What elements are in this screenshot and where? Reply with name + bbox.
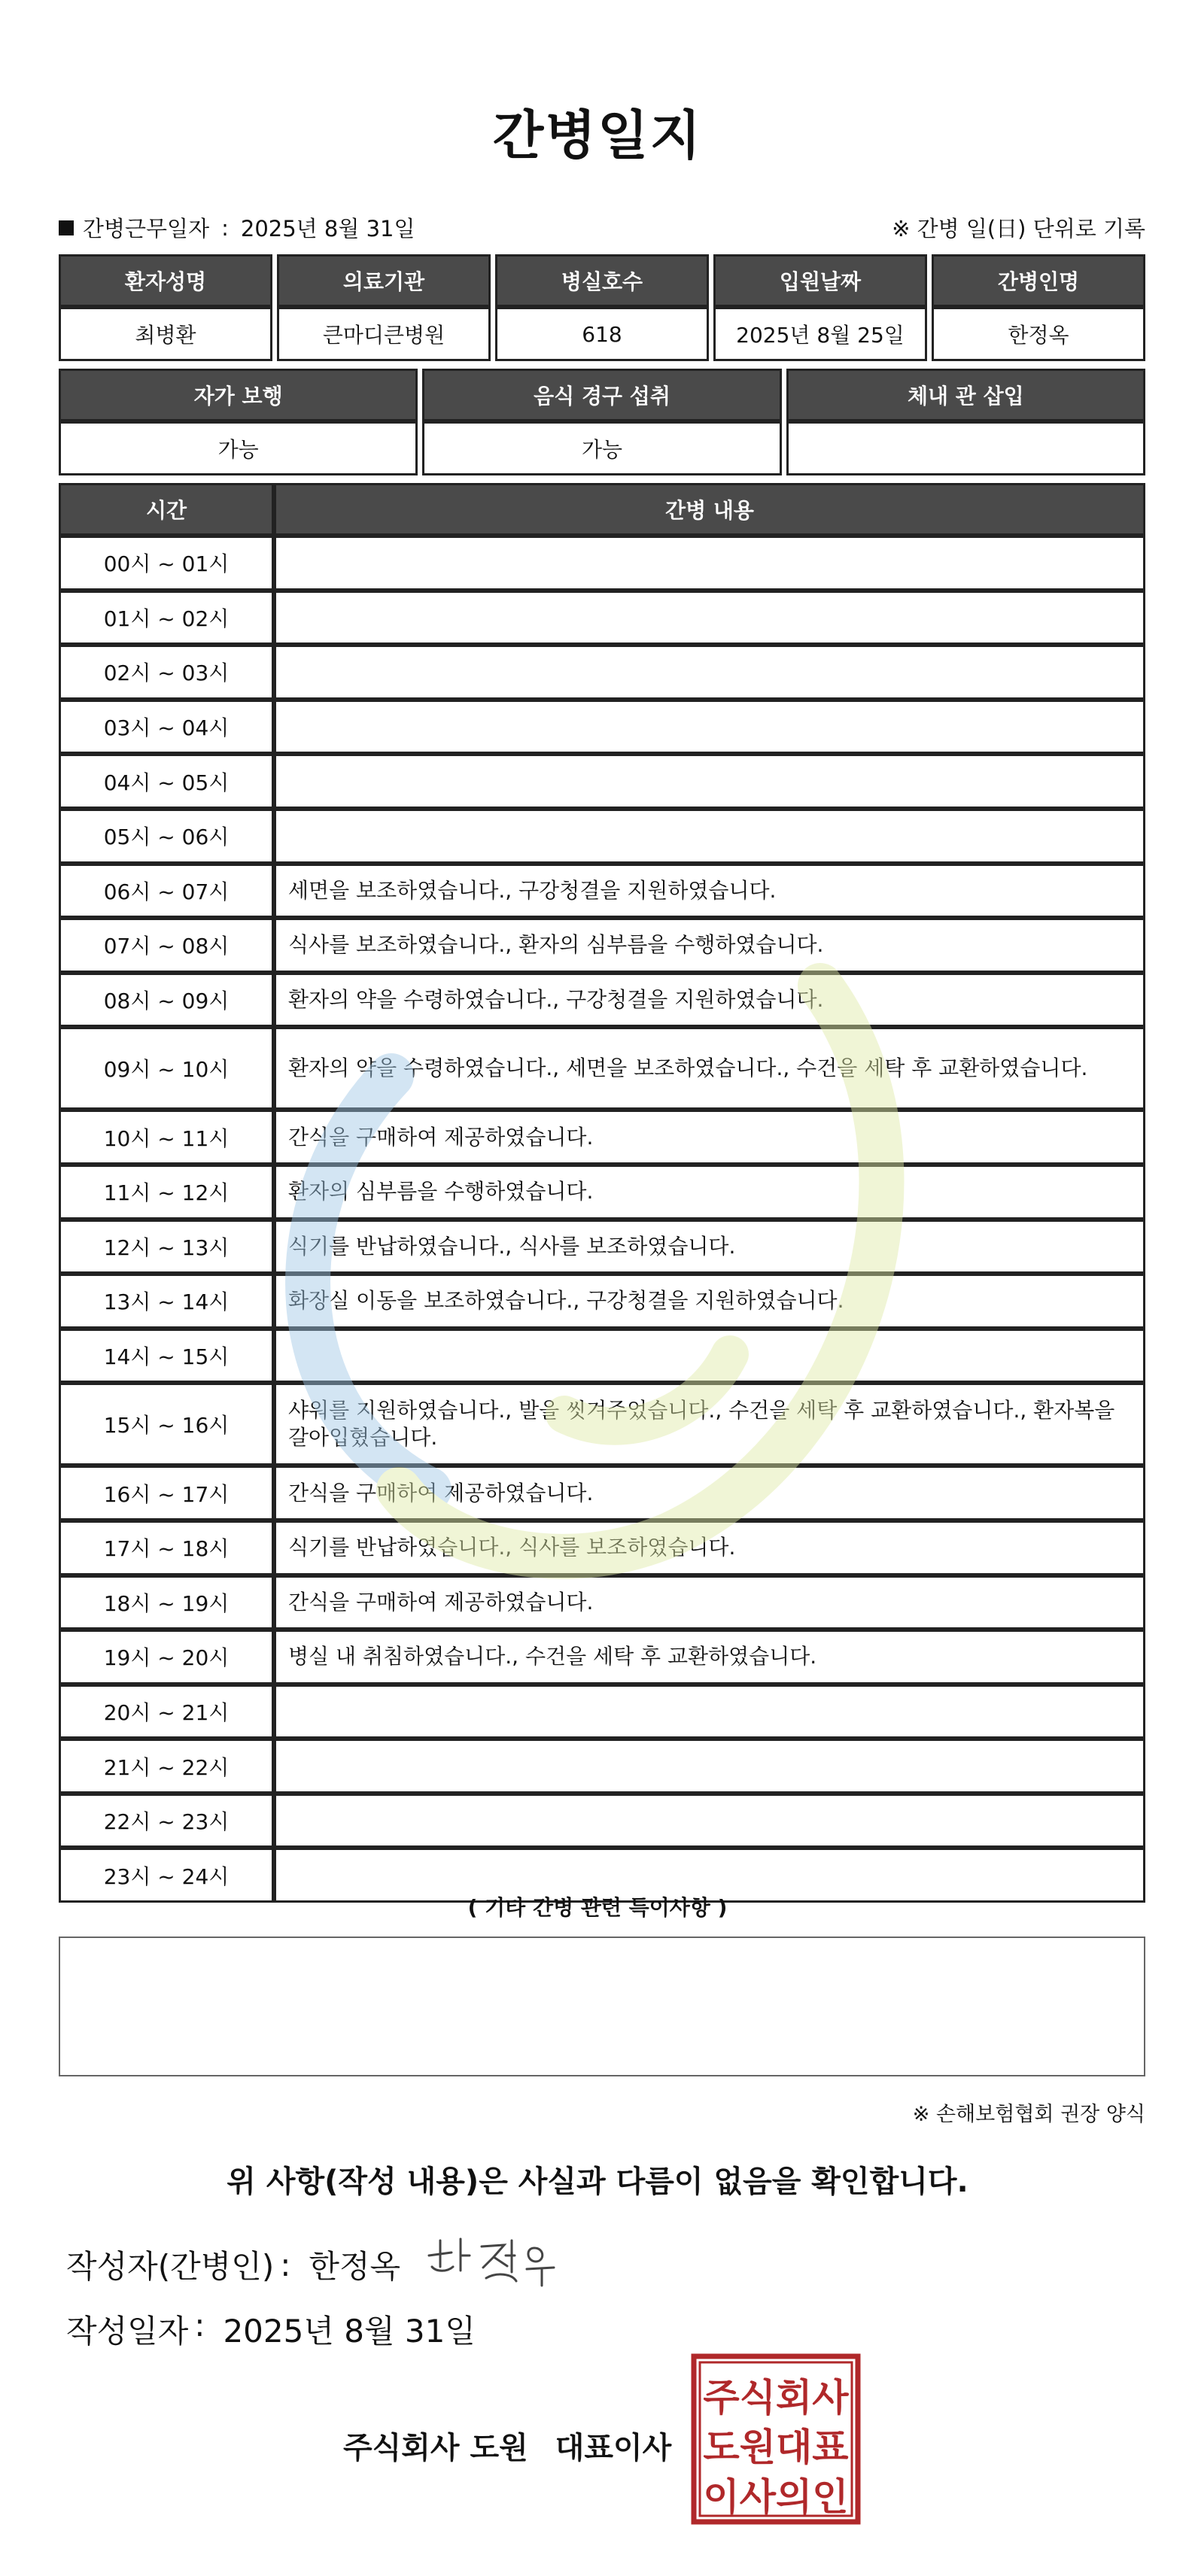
log-content: 간식을 구매하여 제공하였습니다. xyxy=(274,1110,1145,1165)
log-time: 01시 ~ 02시 xyxy=(59,591,274,646)
notes-title: ( 기타 간병 관련 특이사항 ) xyxy=(467,1895,728,1920)
patient-status-table xyxy=(54,369,1150,475)
notes-box xyxy=(59,1937,1145,2076)
log-row xyxy=(59,1329,1145,1384)
log-content: 샤워를 지원하였습니다., 발을 씻겨주었습니다., 수건을 세탁 후 교환하였습니다., 환자복을 갈아입혔습니다. xyxy=(274,1383,1145,1466)
log-row xyxy=(59,864,1145,919)
log-time: 07시 ~ 08시 xyxy=(59,918,274,973)
log-content xyxy=(274,1739,1145,1794)
log-time: 17시 ~ 18시 xyxy=(59,1520,274,1575)
header-caregiver: 간병인명 xyxy=(932,254,1145,307)
log-content: 식기를 반납하였습니다., 식사를 보조하였습니다. xyxy=(274,1220,1145,1274)
log-row xyxy=(59,1165,1145,1220)
log-content: 병실 내 취침하였습니다., 수건을 세탁 후 교환하였습니다. xyxy=(274,1630,1145,1684)
header-patient-name: 환자성명 xyxy=(59,254,272,307)
log-content: 환자의 약을 수령하였습니다., 세면을 보조하였습니다., 수건을 세탁 후 교환하였습니다. xyxy=(274,1027,1145,1110)
seal-line-1: 주식회사 xyxy=(703,2376,849,2420)
written-date-value: 2025년 8월 31일 xyxy=(223,2313,476,2350)
status-header-row xyxy=(59,369,1145,421)
log-row xyxy=(59,1466,1145,1520)
writer-sep: : xyxy=(280,2246,291,2283)
log-row xyxy=(59,1027,1145,1110)
header-time: 시간 xyxy=(59,483,274,536)
written-date-line xyxy=(66,2307,476,2352)
log-content xyxy=(274,1684,1145,1739)
log-row xyxy=(59,1220,1145,1274)
log-time: 08시 ~ 09시 xyxy=(59,973,274,1028)
log-time: 04시 ~ 05시 xyxy=(59,754,274,809)
log-row xyxy=(59,536,1145,591)
form-note: ※ 손해보험협회 권장 양식 xyxy=(912,2103,1145,2126)
hospital: 큰마디큰병원 xyxy=(277,307,491,361)
care-log-table xyxy=(59,483,1145,1903)
log-row xyxy=(59,973,1145,1028)
header-hospital: 의료기관 xyxy=(277,254,491,307)
writer-label: 작성자(간병인) xyxy=(66,2248,275,2285)
log-row xyxy=(59,1110,1145,1165)
log-time: 03시 ~ 04시 xyxy=(59,700,274,755)
log-time: 00시 ~ 01시 xyxy=(59,536,274,591)
seal-line-2: 도원대표 xyxy=(703,2426,849,2469)
log-row xyxy=(59,1739,1145,1794)
work-date-value: 2025년 8월 31일 xyxy=(240,216,415,242)
room-number: 618 xyxy=(495,307,709,361)
log-time: 23시 ~ 24시 xyxy=(59,1848,274,1903)
company-line xyxy=(343,2424,671,2467)
log-content: 환자의 약을 수령하였습니다., 구강청결을 지원하였습니다. xyxy=(274,973,1145,1028)
log-row xyxy=(59,754,1145,809)
log-content: 식사를 보조하였습니다., 환자의 심부름을 수행하였습니다. xyxy=(274,918,1145,973)
status-value-row xyxy=(59,421,1145,475)
log-content: 화장실 이동을 보조하였습니다., 구강청결을 지원하였습니다. xyxy=(274,1274,1145,1329)
log-time: 06시 ~ 07시 xyxy=(59,864,274,919)
log-time: 20시 ~ 21시 xyxy=(59,1684,274,1739)
caregiver-name: 한정옥 xyxy=(932,307,1145,361)
log-time: 16시 ~ 17시 xyxy=(59,1466,274,1520)
log-content: 환자의 심부름을 수행하였습니다. xyxy=(274,1165,1145,1220)
log-content: 세면을 보조하였습니다., 구강청결을 지원하였습니다. xyxy=(274,864,1145,919)
log-time: 22시 ~ 23시 xyxy=(59,1794,274,1848)
header-oral-intake: 음식 경구 섭취 xyxy=(422,369,781,421)
log-content xyxy=(274,754,1145,809)
log-row xyxy=(59,1520,1145,1575)
log-row xyxy=(59,1684,1145,1739)
log-time: 19시 ~ 20시 xyxy=(59,1630,274,1684)
log-content xyxy=(274,1329,1145,1384)
log-content xyxy=(274,809,1145,864)
log-row xyxy=(59,1575,1145,1630)
log-row xyxy=(59,645,1145,700)
written-date-label: 작성일자 xyxy=(66,2313,189,2350)
writer-line xyxy=(66,2242,400,2287)
log-content xyxy=(274,591,1145,646)
log-content xyxy=(274,536,1145,591)
log-time: 14시 ~ 15시 xyxy=(59,1329,274,1384)
company-seal-icon xyxy=(691,2353,861,2525)
log-time: 18시 ~ 19시 xyxy=(59,1575,274,1630)
confirm-statement: 위 사항(작성 내용)은 사실과 다름이 없음을 확인합니다. xyxy=(227,2164,968,2199)
log-row xyxy=(59,700,1145,755)
log-row xyxy=(59,1383,1145,1466)
log-header-row xyxy=(59,483,1145,536)
log-time: 09시 ~ 10시 xyxy=(59,1027,274,1110)
log-time: 15시 ~ 16시 xyxy=(59,1383,274,1466)
meta-row xyxy=(59,212,1145,242)
log-time: 05시 ~ 06시 xyxy=(59,809,274,864)
tube-value xyxy=(786,421,1145,475)
log-body xyxy=(59,536,1145,1903)
patient-info-table xyxy=(54,254,1150,361)
log-content: 간식을 구매하여 제공하였습니다. xyxy=(274,1575,1145,1630)
log-content xyxy=(274,700,1145,755)
unit-note: ※ 간병 일(日) 단위로 기록 xyxy=(892,216,1145,242)
oral-intake-value: 가능 xyxy=(422,421,781,475)
seal-line-3: 이사의인 xyxy=(703,2475,849,2519)
log-time: 10시 ~ 11시 xyxy=(59,1110,274,1165)
company-name: 주식회사 도원 xyxy=(343,2431,528,2465)
log-time: 13시 ~ 14시 xyxy=(59,1274,274,1329)
patient-header-row xyxy=(59,254,1145,307)
log-row xyxy=(59,1794,1145,1848)
patient-value-row xyxy=(59,307,1145,361)
log-time: 02시 ~ 03시 xyxy=(59,645,274,700)
work-date-sep: : xyxy=(221,214,229,241)
log-row xyxy=(59,1274,1145,1329)
header-care-content: 간병 내용 xyxy=(274,483,1145,536)
log-content: 간식을 구매하여 제공하였습니다. xyxy=(274,1466,1145,1520)
log-content xyxy=(274,1794,1145,1848)
work-date-label: 간병근무일자 xyxy=(83,216,210,242)
writer-name: 한정옥 xyxy=(309,2248,401,2285)
work-date xyxy=(59,212,415,243)
log-row xyxy=(59,918,1145,973)
handwritten-signature-icon xyxy=(421,2225,572,2293)
log-content: 식기를 반납하였습니다., 식사를 보조하였습니다. xyxy=(274,1520,1145,1575)
log-time: 12시 ~ 13시 xyxy=(59,1220,274,1274)
log-content xyxy=(274,645,1145,700)
patient-name: 최병환 xyxy=(59,307,272,361)
written-date-sep: : xyxy=(194,2307,205,2344)
header-tube: 체내 관 삽입 xyxy=(786,369,1145,421)
header-walking: 자가 보행 xyxy=(59,369,418,421)
admission-date: 2025년 8월 25일 xyxy=(713,307,927,361)
header-admission-date: 입원날짜 xyxy=(713,254,927,307)
page-title: 간병일지 xyxy=(492,105,703,166)
header-room: 병실호수 xyxy=(495,254,709,307)
log-time: 21시 ~ 22시 xyxy=(59,1739,274,1794)
log-row xyxy=(59,809,1145,864)
log-time: 11시 ~ 12시 xyxy=(59,1165,274,1220)
log-row xyxy=(59,591,1145,646)
bullet-square-icon xyxy=(59,220,74,235)
log-row xyxy=(59,1630,1145,1684)
company-role: 대표이사 xyxy=(555,2431,672,2465)
walking-value: 가능 xyxy=(59,421,418,475)
